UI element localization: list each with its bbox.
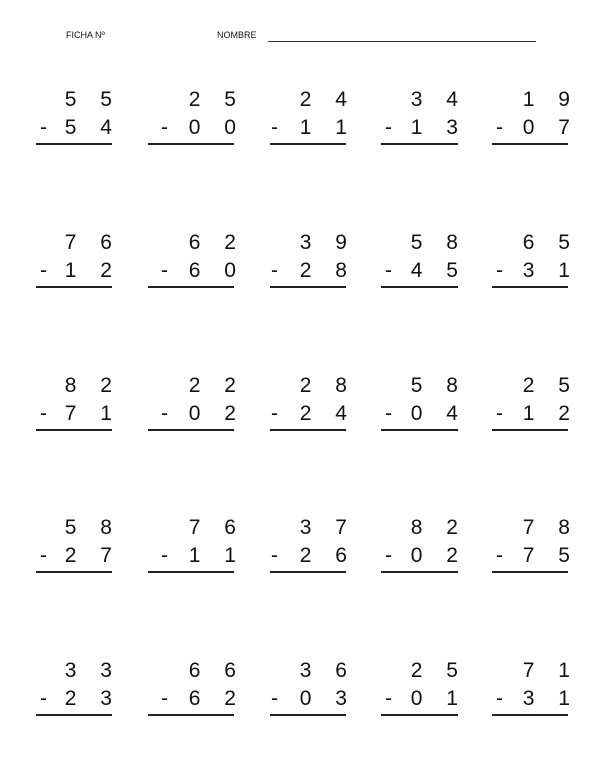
minuend: 7 6 (64, 231, 121, 254)
subtrahend: 1 2 (64, 259, 121, 282)
subtrahend: 3 1 (522, 687, 579, 710)
minus-sign: - (496, 687, 503, 710)
minuend: 7 1 (522, 659, 579, 682)
answer-line (492, 571, 568, 573)
subtrahend: 4 5 (410, 259, 467, 282)
subtrahend: 1 1 (299, 116, 356, 139)
minus-sign: - (385, 259, 392, 282)
minus-sign: - (385, 116, 392, 139)
subtrahend: 2 8 (299, 259, 356, 282)
minus-sign: - (40, 544, 47, 567)
minuend: 6 5 (522, 231, 579, 254)
subtrahend: 2 4 (299, 402, 356, 425)
minus-sign: - (40, 259, 47, 282)
minus-sign: - (496, 402, 503, 425)
subtrahend: 0 1 (410, 687, 467, 710)
minus-sign: - (271, 116, 278, 139)
minuend: 8 2 (410, 516, 467, 539)
minuend: 2 5 (410, 659, 467, 682)
minuend: 6 6 (188, 659, 245, 682)
minuend: 6 2 (188, 231, 245, 254)
minuend: 3 7 (299, 516, 356, 539)
subtrahend: 1 3 (410, 116, 467, 139)
subtraction-problem (0, 659, 600, 719)
subtrahend: 7 1 (64, 402, 121, 425)
minuend: 3 4 (410, 88, 467, 111)
minuend: 8 2 (64, 374, 121, 397)
minuend: 3 3 (64, 659, 121, 682)
answer-line (492, 429, 568, 431)
subtrahend: 6 2 (188, 687, 245, 710)
minus-sign: - (385, 544, 392, 567)
minuend: 5 8 (410, 374, 467, 397)
minus-sign: - (40, 687, 47, 710)
subtrahend: 1 1 (188, 544, 245, 567)
subtraction-problem (0, 516, 600, 576)
subtrahend: 2 7 (64, 544, 121, 567)
minuend: 5 5 (64, 88, 121, 111)
minuend: 7 6 (188, 516, 245, 539)
minus-sign: - (161, 687, 168, 710)
minus-sign: - (496, 116, 503, 139)
minuend: 2 5 (188, 88, 245, 111)
minuend: 5 8 (410, 231, 467, 254)
minus-sign: - (161, 544, 168, 567)
subtrahend: 0 2 (188, 402, 245, 425)
minus-sign: - (161, 402, 168, 425)
minus-sign: - (271, 402, 278, 425)
minus-sign: - (161, 259, 168, 282)
minuend: 3 6 (299, 659, 356, 682)
minus-sign: - (40, 116, 47, 139)
minus-sign: - (271, 259, 278, 282)
subtrahend: 6 0 (188, 259, 245, 282)
nombre-label: NOMBRE (217, 30, 257, 40)
subtraction-problem (0, 374, 600, 434)
answer-line (492, 714, 568, 716)
subtrahend: 1 2 (522, 402, 579, 425)
subtrahend: 5 4 (64, 116, 121, 139)
minuend: 2 8 (299, 374, 356, 397)
minus-sign: - (271, 544, 278, 567)
minuend: 3 9 (299, 231, 356, 254)
ficha-label: FICHA Nº (66, 30, 105, 40)
minus-sign: - (385, 402, 392, 425)
subtrahend: 0 7 (522, 116, 579, 139)
subtraction-problem (0, 231, 600, 291)
answer-line (492, 286, 568, 288)
subtrahend: 0 0 (188, 116, 245, 139)
minuend: 2 2 (188, 374, 245, 397)
minus-sign: - (496, 259, 503, 282)
subtrahend: 2 6 (299, 544, 356, 567)
answer-line (492, 143, 568, 145)
subtrahend: 0 4 (410, 402, 467, 425)
minuend: 5 8 (64, 516, 121, 539)
subtrahend: 0 3 (299, 687, 356, 710)
subtrahend: 0 2 (410, 544, 467, 567)
minuend: 1 9 (522, 88, 579, 111)
minuend: 2 4 (299, 88, 356, 111)
subtraction-problem (0, 88, 600, 148)
minus-sign: - (385, 687, 392, 710)
minuend: 2 5 (522, 374, 579, 397)
minus-sign: - (161, 116, 168, 139)
subtrahend: 3 1 (522, 259, 579, 282)
minuend: 7 8 (522, 516, 579, 539)
minus-sign: - (271, 687, 278, 710)
minus-sign: - (496, 544, 503, 567)
subtrahend: 7 5 (522, 544, 579, 567)
minus-sign: - (40, 402, 47, 425)
subtrahend: 2 3 (64, 687, 121, 710)
